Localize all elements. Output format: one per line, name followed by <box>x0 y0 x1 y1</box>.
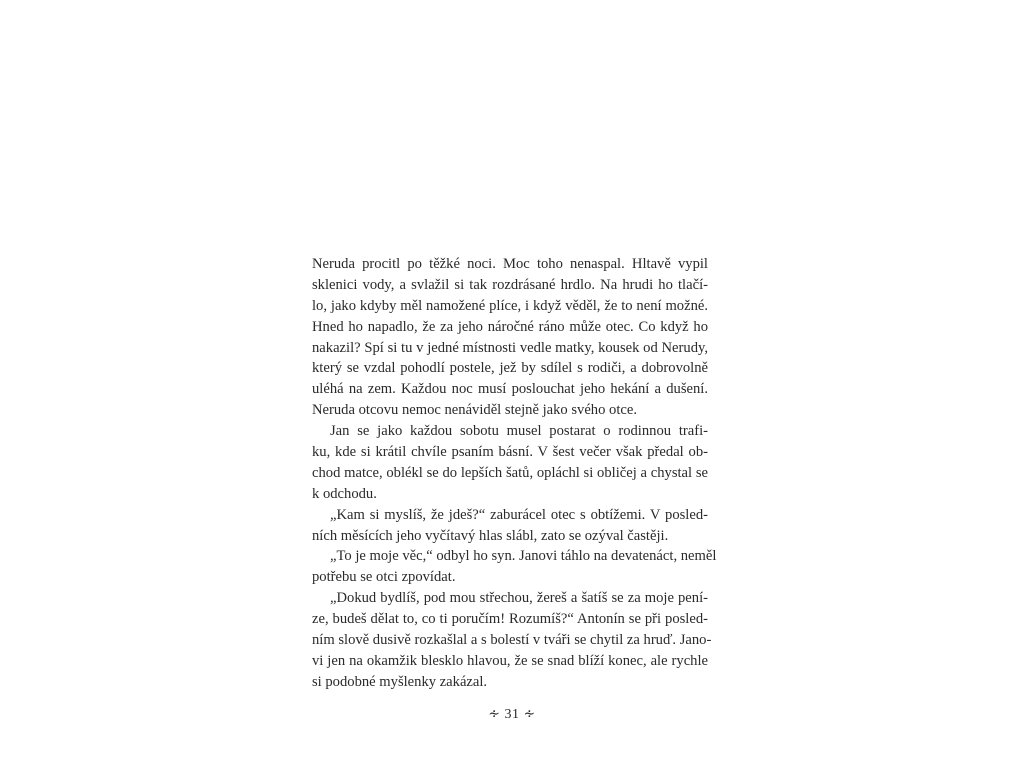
text-line: chod matce, oblékl se do lepších šatů, opláchl si obličej a chystal se <box>312 464 708 481</box>
paragraph <box>312 546 717 588</box>
text-line: „To je moje věc,“ odbyl ho syn. Janovi táhlo na devatenáct, neměl <box>330 548 717 565</box>
body-text <box>312 254 717 693</box>
text-line: Hned ho napadlo, že za jeho náročné ráno může otec. Co když ho <box>312 318 708 335</box>
text-line: ku, kde si krátil chvíle psaním básní. V šest večer však předal ob- <box>312 444 708 461</box>
page-number: ∻ 31 ∻ <box>488 707 536 722</box>
text-line: nakazil? Spí si tu v jedné místnosti vedle matky, kousek od Nerudy, <box>312 339 708 356</box>
text-line: „Dokud bydlíš, pod mou střechou, žereš a šatíš se za moje pení- <box>330 590 708 607</box>
text-line: ním slově dusivě rozkašlal a s bolestí v tváři se chytil za hruď. Jano- <box>312 632 712 649</box>
text-line: k odchodu. <box>312 485 377 502</box>
paragraph <box>312 588 712 692</box>
text-line: ze, budeš dělat to, co ti poručím! Rozumíš?“ Antonín se při posled- <box>312 611 708 628</box>
text-line: Neruda procitl po těžké noci. Moc toho nenaspal. Hltavě vypil <box>312 256 708 272</box>
text-line: „Kam si myslíš, že jdeš?“ zaburácel otec s obtížemi. V posled- <box>330 506 708 523</box>
text-line: lo, jako kdyby měl namožené plíce, i když věděl, že to není možné. <box>312 297 708 314</box>
text-line: vi jen na okamžik blesklo hlavou, že se snad blíží konec, ale rychle <box>312 652 708 669</box>
paragraph <box>312 505 708 547</box>
text-line: potřebu se otci zpovídat. <box>312 569 456 586</box>
text-line: uléhá na zem. Každou noc musí poslouchat jeho hekání a dušení. <box>312 381 708 398</box>
paragraph <box>312 254 708 421</box>
text-line: sklenici vody, a svlažil si tak rozdrásané hrdlo. Na hrudi ho tlačí- <box>312 276 708 293</box>
text-line: Jan se jako každou sobotu musel postarat o rodinnou trafi- <box>330 423 708 440</box>
paragraph <box>312 421 708 505</box>
text-line: si podobné myšlenky zakázal. <box>312 673 488 690</box>
text-line: který se vzdal pohodlí postele, jež by sdílel s rodiči, a dobrovolně <box>312 360 708 377</box>
text-line: ních měsících jeho vyčítavý hlas slábl, zato se ozýval častěji. <box>312 527 669 544</box>
text-line: Neruda otcovu nemoc nenáviděl stejně jako svého otce. <box>312 402 638 419</box>
